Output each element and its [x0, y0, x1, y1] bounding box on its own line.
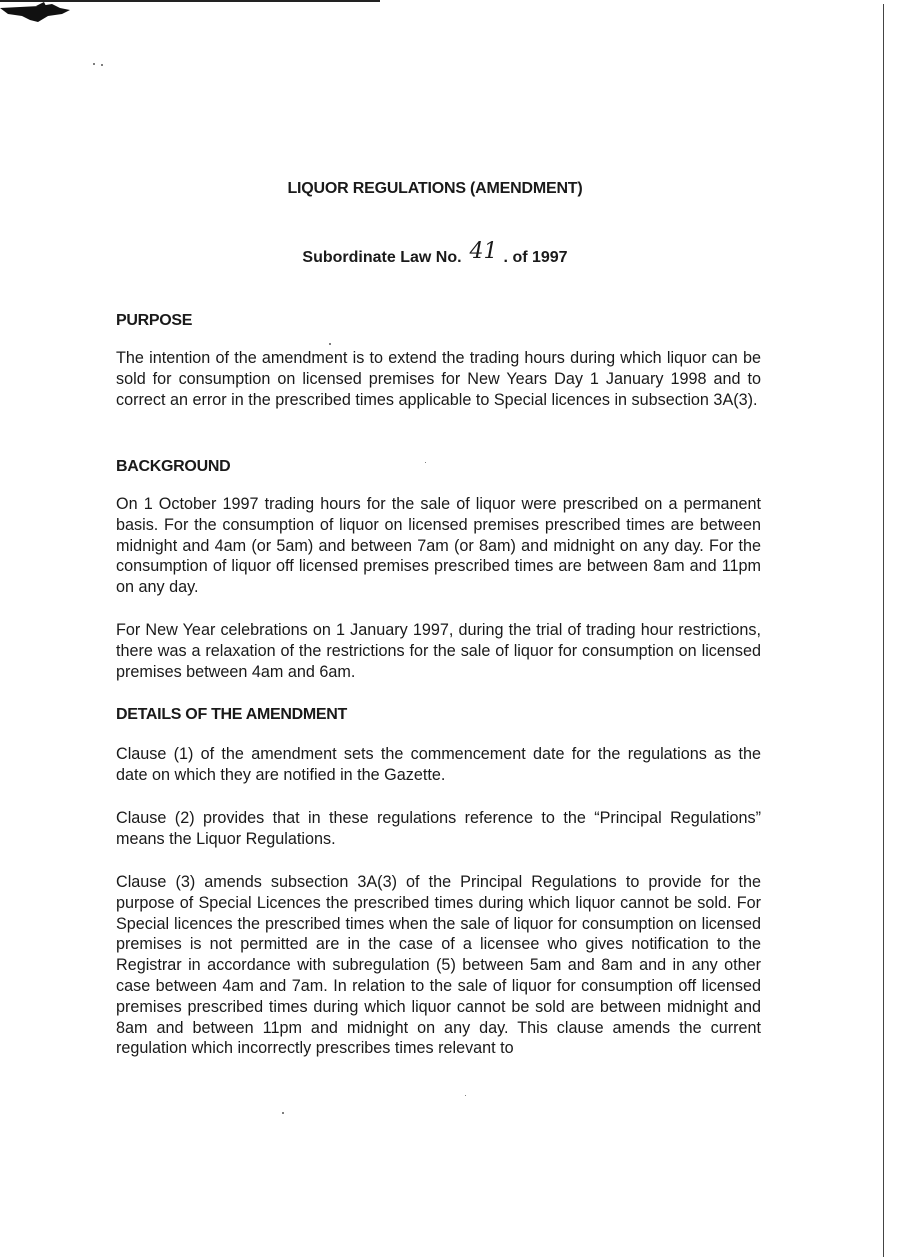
purpose-paragraph: The intention of the amendment is to extend the trading hours during which liquor can be sold for consumption on licensed premises for New Years Day 1 January 1998 and to correct an error in the prescribed times applicable to Special licences in subsection 3A(3). — [116, 349, 761, 409]
subordinate-law-line — [0, 239, 870, 268]
subordinate-law-number: 41 — [469, 239, 498, 264]
scan-speck — [93, 63, 95, 65]
details-paragraph-clause-3: Clause (3) amends subsection 3A(3) of the Principal Regulations to provide for the purpose of Special Licences the prescribed times during which liquor cannot be sold. For Special licences the prescribed times when the sale of liquor for consumption on licensed premises is not permitted are in the case of a licensee who gives notification to the Registrar in accordance with subregulation (5) between 5am and 8am and in any other case between 4am and 7am. In relation to the sale of liquor for consumption off licensed premises prescribed times during which liquor cannot be sold are between midnight and 8am and between 11pm and midnight on any day. This clause amends the current regulation which incorrectly prescribes times relevant to — [116, 873, 761, 1058]
heading-purpose: PURPOSE — [116, 312, 193, 329]
scan-speck — [282, 1112, 284, 1114]
subordinate-law-prefix: Subordinate Law No. — [302, 249, 462, 266]
scan-right-rule — [883, 4, 884, 1257]
background-paragraph-1: On 1 October 1997 trading hours for the sale of liquor were prescribed on a permanent basis. For the consumption of liquor on licensed premises prescribed times are between midnight and 4am (or 5am) and between 7am (or 8am) and midnight on any day. For the consumption of liquor off licensed premises prescribed times are between 8am and 11pm on any day. — [116, 495, 761, 597]
subordinate-law-suffix: . of 1997 — [503, 249, 568, 266]
scan-speck — [329, 343, 331, 345]
scan-speck — [101, 64, 103, 66]
details-paragraph-clause-2: Clause (2) provides that in these regulations reference to the “Principal Regulations” means the Liquor Regulations. — [116, 809, 761, 848]
details-paragraph-clause-1: Clause (1) of the amendment sets the commencement date for the regulations as the date on which they are notified in the Gazette. — [116, 745, 761, 784]
scan-speck — [425, 462, 426, 463]
staple-mark-icon — [0, 0, 80, 30]
heading-details: DETAILS OF THE AMENDMENT — [116, 706, 348, 723]
heading-background: BACKGROUND — [116, 458, 231, 475]
document-title: LIQUOR REGULATIONS (AMENDMENT) — [287, 180, 583, 197]
background-paragraph-2: For New Year celebrations on 1 January 1997, during the trial of trading hour restrictions, there was a relaxation of the restrictions for the sale of liquor for consumption on licensed premises between 4am and 6am. — [116, 621, 761, 681]
scan-speck — [465, 1095, 466, 1096]
